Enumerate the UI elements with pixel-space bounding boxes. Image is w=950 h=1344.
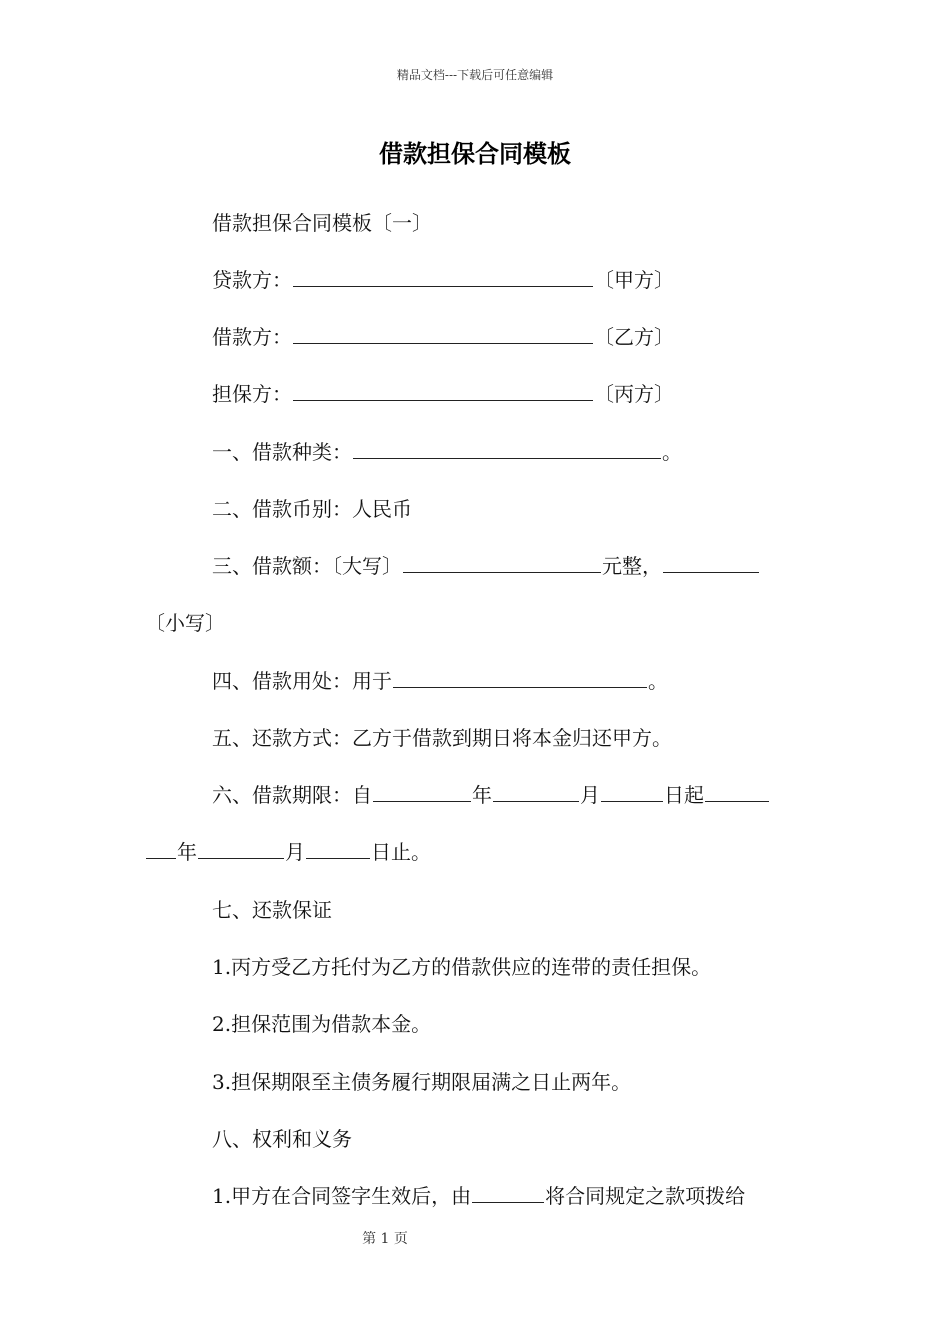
clause-3-blank-upper xyxy=(403,571,601,573)
lender-line xyxy=(212,264,674,293)
clause-1-label: 一、借款种类： xyxy=(212,440,352,464)
clause-5 xyxy=(212,722,672,751)
clause-6 xyxy=(212,779,770,808)
clause-7 xyxy=(212,894,332,923)
clause-4-end: 。 xyxy=(648,669,668,693)
lender-blank xyxy=(293,285,593,287)
document-title: 借款担保合同模板 xyxy=(379,139,571,168)
clause-7-1-text: 1.丙方受乙方托付为乙方的借款供应的连带的责任担保。 xyxy=(212,955,712,979)
clause-1-blank xyxy=(353,457,661,459)
borrower-line xyxy=(212,321,674,350)
page-footer: 第 1 页 xyxy=(362,1231,408,1247)
clause-6-label: 六、借款期限：自 xyxy=(212,783,372,807)
clause-1-end: 。 xyxy=(662,440,682,464)
clause-8-1 xyxy=(212,1180,745,1209)
clause-8-1-label: 1.甲方在合同签字生效后，由 xyxy=(212,1184,472,1208)
clause-6-blank-year xyxy=(373,800,471,802)
guarantor-line xyxy=(212,378,674,407)
clause-8-text: 八、权利和义务 xyxy=(212,1127,352,1151)
clause-5-text: 五、还款方式：乙方于借款到期日将本金归还甲方。 xyxy=(212,726,672,750)
clause-4 xyxy=(212,665,668,694)
clause-6-blank-month2 xyxy=(198,857,284,859)
clause-3-cont-text: 〔小写〕 xyxy=(145,611,225,635)
clause-7-2 xyxy=(212,1008,431,1037)
subtitle xyxy=(212,207,432,236)
clause-6-month: 月 xyxy=(580,783,600,807)
subtitle-text: 借款担保合同模板〔一〕 xyxy=(212,211,432,235)
clause-7-text: 七、还款保证 xyxy=(212,898,332,922)
clause-3-blank-lower xyxy=(663,571,759,573)
clause-7-2-text: 2.担保范围为借款本金。 xyxy=(212,1012,432,1036)
clause-6-blank-year2-start xyxy=(705,800,769,802)
clause-1 xyxy=(212,436,682,465)
guarantor-role: 〔丙方〕 xyxy=(594,382,674,406)
clause-6-blank-month xyxy=(493,800,579,802)
clause-7-3 xyxy=(212,1066,631,1095)
clause-3 xyxy=(212,550,760,579)
clause-3-cont xyxy=(145,607,225,636)
clause-6-day-from: 日起 xyxy=(664,783,704,807)
clause-4-blank xyxy=(393,686,647,688)
clause-2 xyxy=(212,493,412,522)
clause-3-label: 三、借款额：〔大写〕 xyxy=(212,554,402,578)
lender-role: 〔甲方〕 xyxy=(594,268,674,292)
clause-6-year2: 年 xyxy=(177,840,197,864)
clause-3-mid: 元整， xyxy=(602,554,662,578)
guarantor-label: 担保方： xyxy=(212,382,292,406)
clause-6-blank-year2-end xyxy=(146,857,176,859)
clause-6-blank-day xyxy=(601,800,663,802)
page-header: 精品文档---下载后可任意编辑 xyxy=(396,68,554,82)
borrower-role: 〔乙方〕 xyxy=(594,325,674,349)
borrower-blank xyxy=(293,342,593,344)
clause-6-year: 年 xyxy=(472,783,492,807)
clause-2-text: 二、借款币别：人民币 xyxy=(212,497,412,521)
lender-label: 贷款方： xyxy=(212,268,292,292)
clause-8 xyxy=(212,1123,352,1152)
clause-6-end: 日止。 xyxy=(371,840,431,864)
clause-6-cont xyxy=(145,836,431,865)
clause-7-1 xyxy=(212,951,711,980)
clause-4-label: 四、借款用处：用于 xyxy=(212,669,392,693)
clause-8-1-text: 将合同规定之款项拨给 xyxy=(545,1184,746,1208)
guarantor-blank xyxy=(293,399,593,401)
clause-6-month2: 月 xyxy=(285,840,305,864)
borrower-label: 借款方： xyxy=(212,325,292,349)
clause-7-3-text: 3.担保期限至主债务履行期限届满之日止两年。 xyxy=(212,1070,632,1094)
clause-8-1-blank xyxy=(472,1201,544,1203)
clause-6-blank-day2 xyxy=(306,857,370,859)
